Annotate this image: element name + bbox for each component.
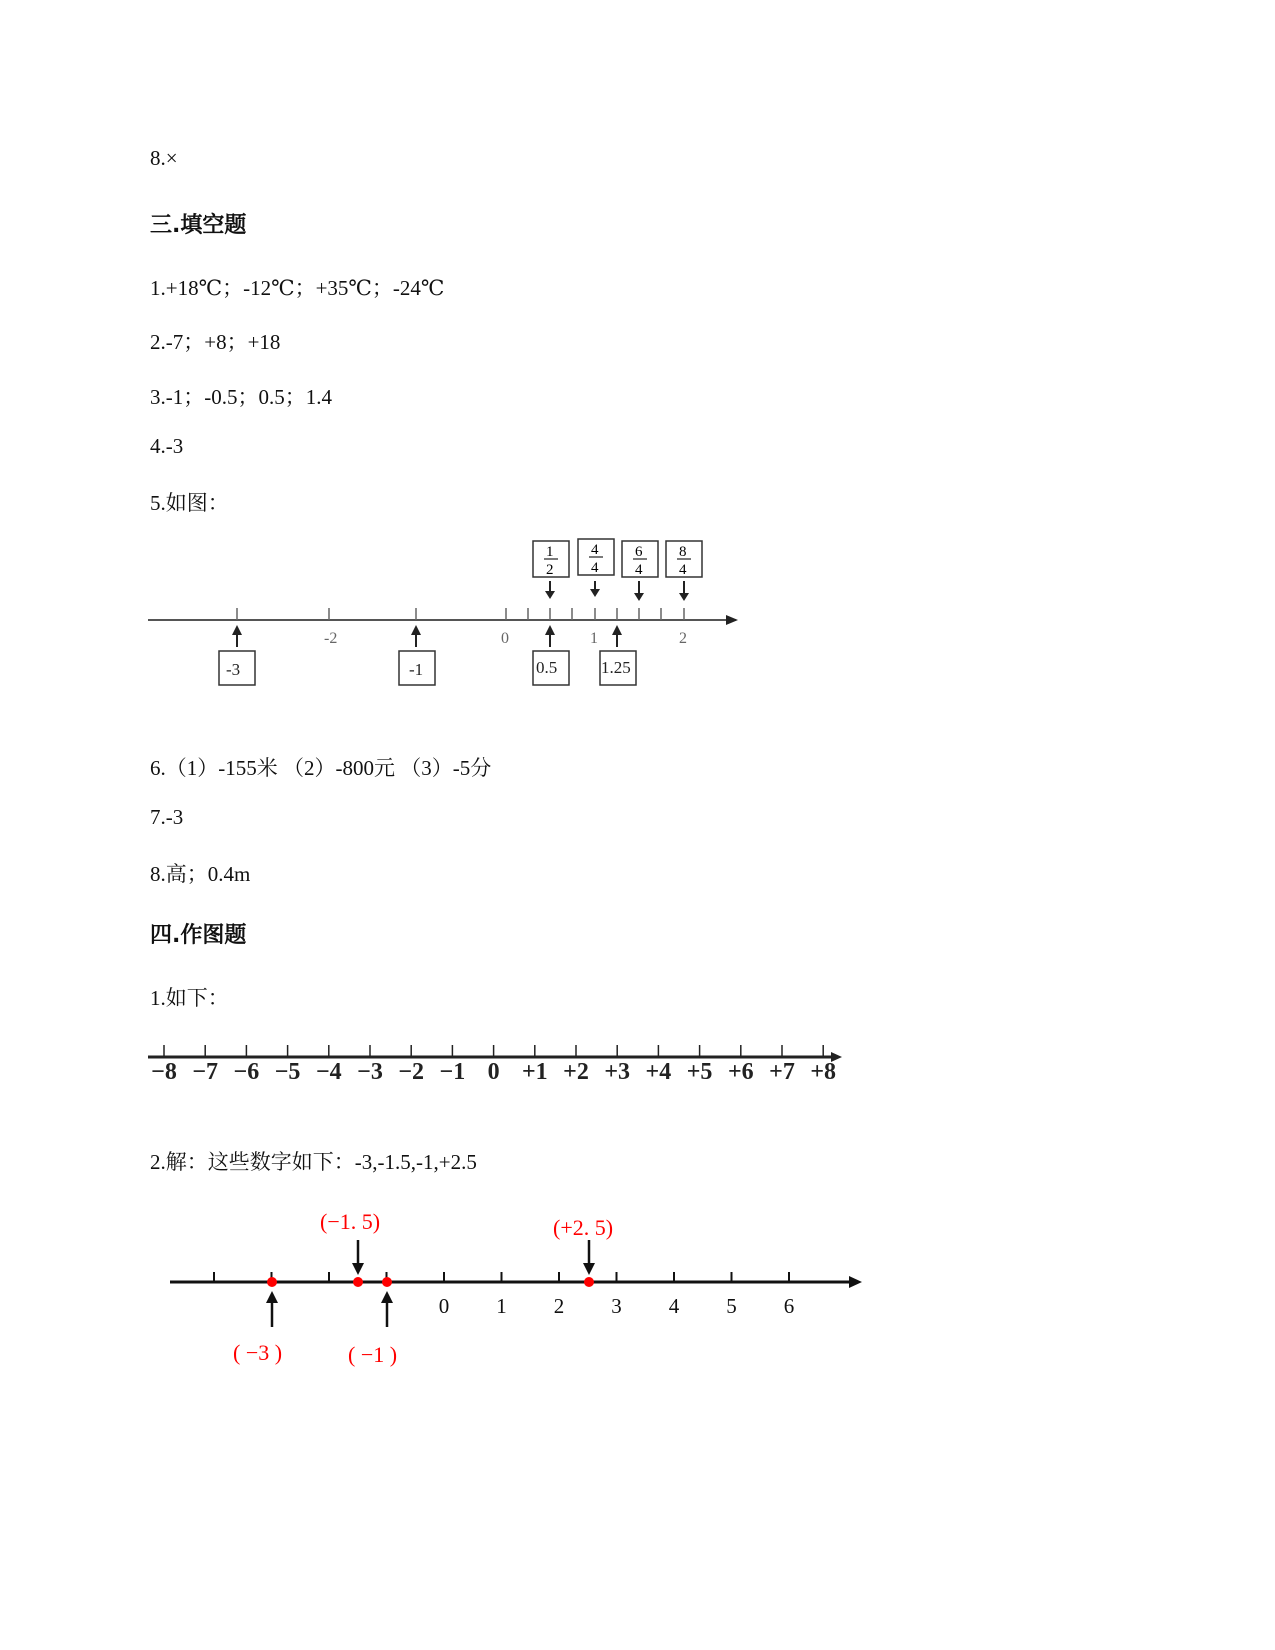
fraction-numerator: 8 (679, 544, 687, 560)
fraction-denominator: 4 (591, 560, 599, 576)
figure-draw-1-number-line (148, 1040, 848, 1090)
tick-label: +3 (604, 1059, 631, 1085)
answer-fill-1: 1.+18℃；-12℃；+35℃；-24℃ (150, 276, 445, 300)
tick-label: 2 (553, 1294, 565, 1318)
below-markers (232, 625, 622, 647)
tick-label: −8 (151, 1059, 177, 1085)
fraction-numerator: 1 (546, 544, 554, 560)
tick-label: +4 (645, 1059, 672, 1085)
box-label: 1.25 (601, 658, 631, 677)
tick-label: 1 (590, 630, 598, 647)
mark-label-plus-2-5: (+2. 5) (553, 1215, 614, 1240)
tick-label: −3 (357, 1059, 383, 1085)
point-minus-1-5 (353, 1277, 363, 1287)
fraction-numerator: 6 (635, 544, 643, 560)
mark-label-minus-1: ( −1 ) (348, 1342, 398, 1367)
fraction-denominator: 4 (679, 562, 687, 578)
box-label: -3 (226, 660, 241, 679)
tick-label: +7 (769, 1059, 795, 1085)
fraction-numerator: 4 (591, 542, 599, 558)
answer-fill-3: 3.-1；-0.5；0.5；1.4 (150, 385, 332, 409)
tick-label: 0 (501, 630, 509, 647)
fraction-denominator: 4 (635, 562, 643, 578)
tick-label: 5 (726, 1294, 737, 1318)
tick-label: 4 (668, 1294, 680, 1318)
point-plus-2-5 (584, 1277, 594, 1287)
section-heading-drawing: 四.作图题 (150, 923, 247, 948)
mark-label-minus-3: ( −3 ) (233, 1340, 283, 1365)
figure-5-number-line (148, 535, 748, 695)
answer-fill-6: 6.（1）-155米 （2）-800元 （3）-5分 (150, 756, 492, 780)
tick-label: +1 (521, 1059, 548, 1085)
answer-draw-2: 2.解：这些数字如下：-3,-1.5,-1,+2.5 (150, 1150, 477, 1174)
section-heading-fill-in: 三.填空题 (150, 213, 247, 238)
fraction-denominator: 2 (546, 562, 554, 578)
point-minus-1 (382, 1277, 392, 1287)
tick-label: +8 (810, 1059, 837, 1085)
answer-fill-2: 2.-7；+8；+18 (150, 330, 281, 354)
point-minus-3 (267, 1277, 277, 1287)
tick-label: 0 (438, 1294, 450, 1318)
answer-fill-5: 5.如图： (150, 491, 229, 515)
tick-label: +2 (563, 1059, 589, 1085)
box-label: 0.5 (536, 658, 558, 677)
tick-label: 1 (496, 1294, 507, 1318)
tick-label: -2 (324, 630, 338, 647)
tick-label: 3 (611, 1294, 622, 1318)
mark-label-minus-1-5: (−1. 5) (320, 1209, 381, 1234)
figure-draw-2-number-line (165, 1205, 885, 1385)
tick-label: −5 (274, 1059, 301, 1085)
fraction-box-1 (533, 541, 569, 578)
tick-label: −4 (315, 1059, 342, 1085)
tick-label: −6 (233, 1059, 260, 1085)
tick-label: 2 (679, 630, 687, 647)
tick-label: +6 (727, 1059, 754, 1085)
fraction-box-2 (578, 539, 614, 576)
answer-prev-8: 8.× (150, 146, 178, 170)
answer-fill-7: 7.-3 (150, 805, 184, 829)
tick-label: +5 (686, 1059, 713, 1085)
tick-label: −7 (192, 1059, 219, 1085)
tick-label: 6 (783, 1294, 795, 1318)
tick-label: −1 (439, 1059, 466, 1085)
answer-draw-1: 1.如下： (150, 986, 229, 1010)
fraction-box-3 (622, 541, 658, 578)
box-label: -1 (409, 660, 424, 679)
tick-label: −2 (398, 1059, 425, 1085)
tick-label: 0 (487, 1059, 500, 1085)
fraction-box-4 (666, 541, 702, 578)
answer-fill-4: 4.-3 (150, 434, 184, 458)
answer-fill-8: 8.高；0.4m (150, 862, 251, 886)
